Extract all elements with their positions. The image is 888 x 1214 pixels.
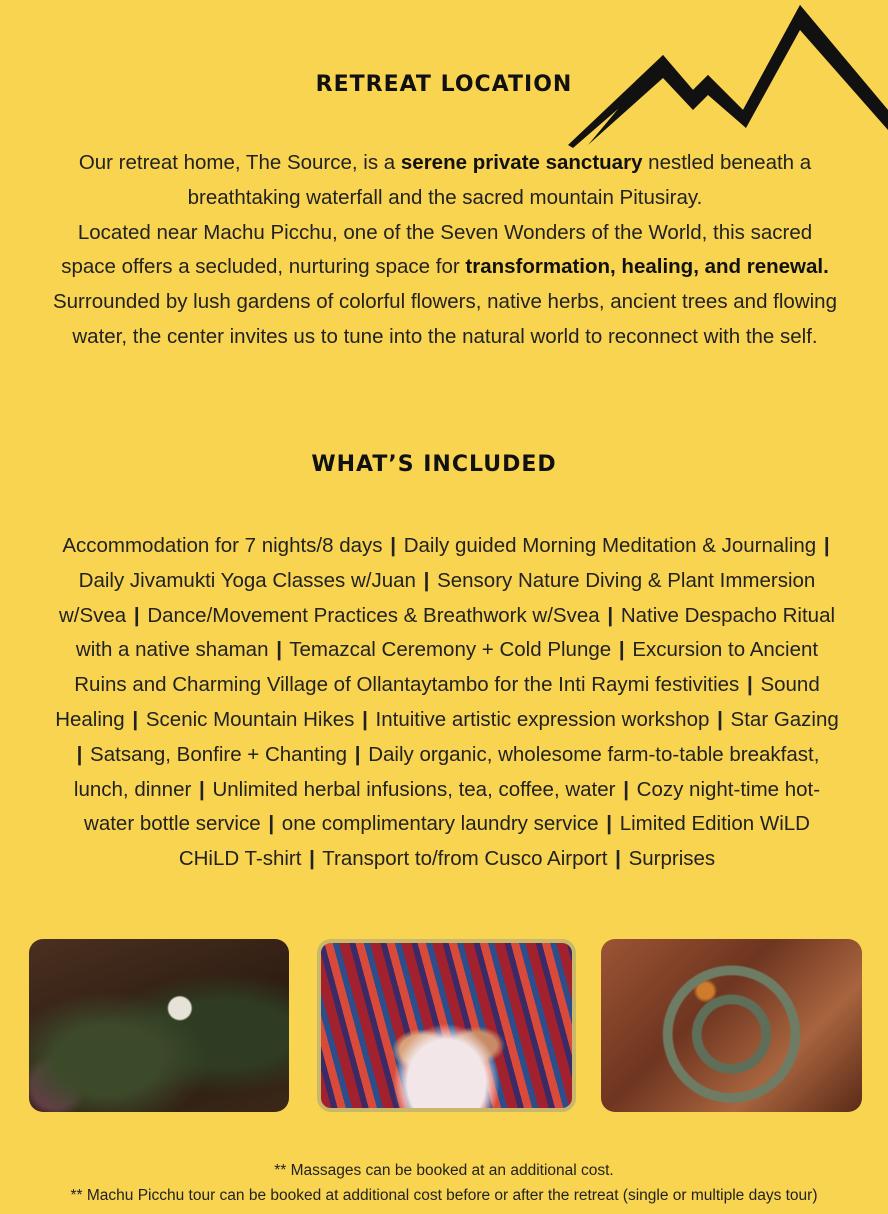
item-separator: | xyxy=(390,534,396,557)
included-item: Accommodation for 7 nights/8 days xyxy=(62,534,383,557)
included-item: Unlimited herbal infusions, tea, coffee, water xyxy=(212,777,616,801)
included-item: Daily Jivamukti Yoga Classes w/Juan xyxy=(78,568,416,592)
included-item: Cozy night-time hot-water bottle service xyxy=(84,777,821,836)
item-separator: | xyxy=(133,603,140,627)
retreat-location-description: Our retreat home, The Source, is a serene private sanctuary nestled beneath a breathtaking waterfall and the sacred mountain Pitusiray. Located near Machu Picchu, one of the Seven Wonders of the World, this sacred space offers a secluded, nurturing space for transformation, healing, and renewal. Surrounded by lush gardens of colorful flowers, native herbs, ancient trees and flowing water, the center invites us to tune into the natural world to reconnect with the self. xyxy=(52,151,837,348)
included-item: Daily guided Morning Meditation & Journaling xyxy=(403,534,817,557)
item-separator: | xyxy=(717,707,723,731)
item-separator: | xyxy=(823,534,830,557)
included-item: Sensory Nature Diving & Plant Immersion w/Svea xyxy=(58,568,816,627)
item-separator: | xyxy=(747,673,753,697)
plant-mandala-photo xyxy=(601,939,862,1112)
despacho-ritual-photo xyxy=(317,939,576,1112)
included-item: Satsang, Bonfire + Chanting xyxy=(90,742,348,766)
item-separator: | xyxy=(618,638,625,662)
included-item: Excursion to Ancient Ruins and Charming Village of Ollantaytambo for the Inti Raymi festivities xyxy=(74,638,819,697)
item-separator: | xyxy=(362,707,368,731)
item-separator: | xyxy=(354,742,361,766)
included-item: Star Gazing xyxy=(730,707,839,731)
included-item: Native Despacho Ritual with a native shaman xyxy=(75,603,836,662)
included-item: Dance/Movement Practices & Breathwork w/Svea xyxy=(147,603,600,627)
retreat-location-heading: RETREAT LOCATION xyxy=(315,72,573,97)
item-separator: | xyxy=(606,812,612,836)
whats-included-list xyxy=(52,529,842,877)
included-item: Temazcal Ceremony + Cold Plunge xyxy=(289,638,612,662)
included-item: Daily organic, wholesome farm-to-table breakfast, lunch, dinner xyxy=(73,742,820,801)
item-separator: | xyxy=(607,603,614,627)
item-separator: | xyxy=(76,742,83,766)
item-separator: | xyxy=(199,777,205,801)
included-item: one complimentary laundry service xyxy=(281,812,599,836)
item-separator: | xyxy=(623,777,629,801)
item-separator: | xyxy=(309,847,315,871)
included-item: Limited Edition WiLD CHiLD T-shirt xyxy=(178,812,810,871)
included-item: Scenic Mountain Hikes xyxy=(145,707,355,731)
machu-picchu-note: ** Machu Picchu tour can be booked at additional cost before or after the retreat (single or multiple days tour) xyxy=(70,1187,818,1204)
included-item: Surprises xyxy=(628,847,716,871)
herbs-candle-photo xyxy=(29,939,289,1112)
item-separator: | xyxy=(268,812,275,836)
item-separator: | xyxy=(132,707,139,731)
whats-included-heading: WHAT’S INCLUDED xyxy=(311,452,557,477)
item-separator: | xyxy=(276,638,282,662)
item-separator: | xyxy=(423,568,430,592)
massage-note: ** Massages can be booked at an additional cost. xyxy=(274,1162,614,1179)
included-item: Transport to/from Cusco Airport xyxy=(322,847,608,871)
included-item: Sound Healing xyxy=(55,673,820,731)
item-separator: | xyxy=(615,847,621,871)
included-item: Intuitive artistic expression workshop xyxy=(375,707,710,731)
